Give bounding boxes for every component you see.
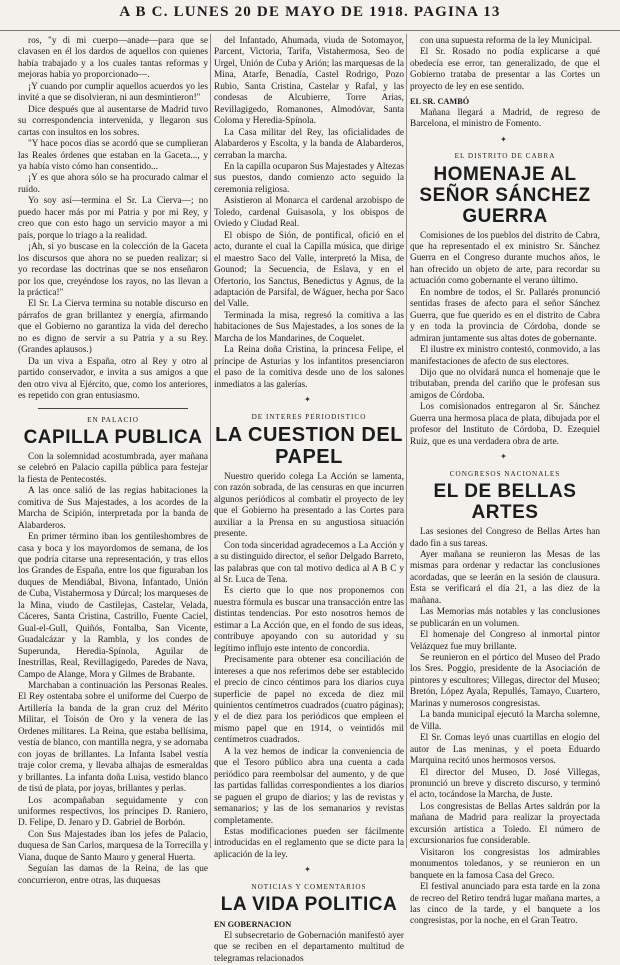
section-kicker: DE INTERES PERIODISTICO (251, 412, 367, 421)
paragraph: Con la solemnidad acostumbrada, ayer mañana se celebró en Palacio capilla pública para festejar la fiesta de Pentecostés. (18, 451, 208, 485)
paragraph: El Sr. Comas leyó unas cuartillas en elogio del autor de Las meninas, y el poeta Eduardo Marquina recitó unos hermosos versos. (410, 733, 600, 767)
paragraph: Con Sus Majestades iban los jefes de Palacio, duquesa de San Carlos, marquesa de la Torrecilla y Viana, duque de Santo Mauro y general Huerta. (18, 829, 208, 863)
paragraph: Asistieron al Monarca el cardenal arzobispo de Toledo, cardenal Guisasola, y los obispos de Oviedo y Ciudad Real. (214, 196, 404, 230)
paragraph: Con toda sinceridad agradecemos a La Acción y a su distinguido director, el señor Delgado Barreto, las palabras que con tal motivo dedica al A B C y al Sr. Luca de Tena. (214, 540, 404, 586)
paragraph: El Sr. La Cierva termina su notable discurso en párrafos de gran brillantez y energía, afirmando que el Gobierno no garantiza la vida del derecho no es digno de servir a su Patria y a su Rey. (Grandes aplausos.) (18, 299, 208, 356)
paragraph: Los comisionados entregaron al Sr. Sánchez Guerra una hermosa placa de plata, dibujada por el profesor del Instituto de Córdoba, D. Ezequiel Ruiz, que es una verdadera obra de arte. (410, 402, 600, 447)
paragraph: En primer término iban los gentileshombres de casa y boca y los mayordomos de semana, de los que podría citarse una representación, y tras ellos los Grandes de España, entre los que figuraban los duques de Mendiábal, Bivona, Infantado, Unión de Cuba, Vistahermosa y Dúrcal; los marqueses de la Mina, viudo de Castilejas, Castelar, Velada, Cáceres, Santa Cristina, Castrillo, Fuente Caciel, Gual-el-Gull, Quiñós, Fontalba, San Vicente, Guadalcázar y la Rambla, y los condes de Superunda, Heredia-Spínola, Aguilar de Inestrillas, Real, Revillagigedo, Paredes de Nava, Campo de Alange, Mora y Gilmes de Brabante. (18, 532, 208, 680)
subhead-gobernacion: EN GOBERNACION (214, 920, 292, 930)
paragraph: del Infantado, Ahumada, viuda de Sotomayor, Parcent, Victoria, Tarifa, Vistahermosa, Seo de Urgel, Unión de Cuba y Arión; las marquesas de la Mina, Atarfe, Benadía, Castel Rodrigo, Pozo Rubio, Santa Cristina, Castelar y Rafal, y las condesas de Alcubierre, Torre Arias, Revillagigedo, Romanones, Almodóvar, Santa Coloma y Heredia-Spínola. (214, 36, 404, 127)
paragraph: Terminada la misa, regresó la comitiva a las habitaciones de Sus Majestades, a los sones de la Marcha de los Mandarines, de Coquelet. (214, 310, 404, 344)
paragraph-group (410, 36, 600, 93)
paragraph: Nuestro querido colega La Acción se lamenta, con razón sobrada, de las censuras en que incurren algunos periódicos al combatir el proyecto de ley que el Gobierno ha presentado a las Cortes para auxiliar a la Prensa en su angustiosa situación presente. (214, 471, 404, 540)
paragraph: Seguían las damas de la Reina, de las que concurrieron, entre otras, las duquesas (18, 864, 208, 886)
paragraph: Estas modificaciones pueden ser fácilmente introducidas en el reglamento que se dicte para la aplicación de la ley. (214, 827, 404, 860)
paragraph: En nombre de todos, el Sr. Pallarés pronunció sentidas frases de afecto para el señor Sánchez Guerra, que fue querido es en el distrito de Cabra y en toda la provincia de Córdoba, donde se admiran juntamente sus altas dotes de gobernante. (410, 287, 600, 344)
paragraph: El homenaje del Congreso al inmortal pintor Velázquez fue muy brillante. (410, 630, 600, 652)
paragraph: El Sr. Rosado no podía explicarse a qué obedecía ese error, tan generalizado, de que el Gobierno trataba de presentar a las Cortes un proyecto de ley en ese sentido. (410, 47, 600, 92)
paragraph: Es cierto que lo que nos proponemos con nuestra fórmula es buscar una transacción entre las distintas tendencias. Por esto nosotros hemos de estimar a La Acción que, en el fondo de sus ideas, contribuye apoyando con su autoridad y su legítimo influjo este intento de concordia. (214, 586, 404, 654)
paragraph: Dijo que no olvidará nunca el homenaje que le tributaban, prenda del cariño que le profesan sus amigos de Córdoba. (410, 367, 600, 401)
paragraph: Yo soy así—termina el Sr. La Cierva—; no puedo hacer más por mi Patria y por mi Rey, y creo que con esto hago un servicio mayor a mi país, porque lo triago a la realidad. (18, 196, 208, 241)
paragraph: El festival anunciado para esta tarde en la zona de recreo del Retiro tendrá lugar mañana martes, a las cinco de la tarde, y el banquete a los congresistas, por la noche, en el Gran Teatro. (410, 882, 600, 927)
ornament-divider: ✦ (304, 865, 314, 875)
column-1 (18, 36, 208, 886)
article-capilla-publica (18, 452, 208, 887)
column-3 (410, 36, 600, 927)
section-kicker: CONGRESOS NACIONALES (449, 469, 561, 478)
paragraph: El subsecretario de Gobernación manifestó ayer que se reciben en el departamento multitud de telegramas relacionados (214, 930, 404, 964)
paragraph: En la capilla ocuparon Sus Majestades y Altezas sus puestos, dando comienzo acto seguido la ceremonia religiosa. (214, 161, 404, 195)
paragraph: La banda municipal ejecutó la Marcha solemne, de Villa. (410, 710, 600, 732)
paragraph: Mañana llegará a Madrid, de regreso de Barcelona, el ministro de Fomento. (410, 107, 600, 130)
paragraph-group (214, 472, 404, 861)
column-rule-1 (210, 34, 211, 848)
section-kicker: EN PALACIO (87, 415, 139, 424)
paragraph: "Y hace pocos días se acordó que se cumplieran las Reales órdenes que estaban en la Gaceta..., y ya había visto cómo han consentido... (18, 139, 208, 172)
page-header (0, 4, 620, 31)
headline-homenaje: HOMENAJE AL SEÑOR SÁNCHEZ GUERRA (419, 163, 591, 227)
paragraph: La Casa militar del Rey, las oficialidades de Alabarderos y Escolta, y la banda de Alabarderos, cerraban la marcha. (214, 127, 404, 161)
separator (38, 408, 188, 409)
paragraph: El director del Museo, D. José Villegas, pronunció un breve y discreto discurso, y terminó el acto, tocándose la Marcha, de Juste. (410, 767, 600, 801)
ornament-divider: ✦ (304, 395, 314, 405)
paragraph: ¡Ah, si yo buscase en la colección de la Gaceta los discursos que ahora no se pueden realizar; si yo recordase las doctrinas que se nos enseñaron por los que, creyéndose los rayos, no las llevan a la práctica!" (18, 242, 208, 298)
paragraph: con una supuesta reforma de la ley Municipal. (420, 36, 592, 46)
paragraph: La Reina doña Cristina, la princesa Felipe, el príncipe de Asturias y los infantitos presenciaron el paso de la comitiva desde uno de los salones inmediatos a las galerías. (214, 345, 404, 390)
paragraph-group (214, 931, 404, 965)
column-rule-2 (406, 34, 407, 848)
paragraph: El ilustre ex ministro contestó, conmovido, a las manifestaciones de afecto de sus electores. (410, 345, 600, 367)
paragraph-group (214, 36, 404, 391)
paragraph: Las sesiones del Congreso de Bellas Artes han dado fin a sus tareas. (410, 527, 600, 549)
section-kicker: EL DISTRITO DE CABRA (454, 152, 556, 161)
ornament-divider: ✦ (500, 452, 510, 462)
header-text: A B C. LUNES 20 DE MAYO DE 1918. PAGINA 13 (119, 4, 501, 20)
paragraph: A la vez hemos de indicar la conveniencia de que el Tesoro público abra una cuenta a cada periódico para reembolsar del aumento, y de que las partidas fallidas correspondientes a los diarios se paguen el grupo de diarios; y las de revistas y semanarios; y las de los semanarios y revistas completamente. (214, 746, 404, 826)
paragraph: Se reunieron en el pórtico del Museo del Prado los Sres. Poggio, presidente de la Asociación de pintores y escultores; Villegas, director del Museo; Bretón, López Ayala, Repullés, Tamayo, Cuartero, Marinas y numerosos congresistas. (410, 653, 600, 709)
paragraph: Comisiones de los pueblos del distrito de Cabra, que ha representado el ex ministro Sr. Sánchez Guerra en el Congreso durante muchos años, le han ofrecido un objeto de arte, para recordar su actuación como gobernante el verano último. (410, 230, 600, 287)
paragraph-group (410, 527, 600, 928)
paragraph: Marchaban a continuación las Personas Reales. El Rey ostentaba sobre el uniforme del Cuerpo de Artillería la banda de la gran cruz del Mérito Militar, el Toisón de Oro y la venera de las Ordenes militares. La Reina, que estaba bellísima, vestía de blanco, con mantilla negra, y se adornaba con joyas de brillantes. La Infanta Isabel vestía traje color crema, y llevaba alhajas de esmeraldas y brillantes. La infanta doña Luisa, vestido blanco de tisú de plata, por joyas, brillantes y perlas. (18, 681, 208, 795)
paragraph: Da un viva a España, otro al Rey y otro al partido conservador, e invita a sus amigos a que den otro viva al Ejército, que, como los anteriores, es repetido con gran entusiasmo. (18, 356, 208, 402)
paragraph: Los congresistas de Bellas Artes saldrán por la mañana de Madrid para realizar la proyectada excursión artística a Toledo. El número de excursionarios fue considerable. (410, 801, 600, 847)
paragraph: Visitaron los congresistas los admirables monumentos toledanos, y se reunieron en un banquete en la famosa Casa del Greco. (410, 847, 600, 881)
ornament-divider: ✦ (500, 134, 510, 144)
paragraph: Las Memorias más notables y las conclusiones se publicarán en un volumen. (410, 607, 600, 629)
headline-capilla-publica: CAPILLA PUBLICA (23, 426, 203, 448)
paragraph: Ayer mañana se reunieron las Mesas de las mismas para ordenar y redactar las conclusiones acordadas, que se leerán en la sesión de clausura. Esta se verificará el día 21, a las diez de la mañana. (410, 549, 600, 606)
paragraph: Precisamente para obtener esa conciliación de intereses a que nos referimos debe ser establecido el precio de cinco céntimos para los diarios cuya superficie de papel no exceda de diez mil quinientos centímetros cuadrados (cuatro páginas); y el de diez para los periódicos que empleen el mismo papel que en 1914, o veintidós mil centímetros cuadrados. (214, 655, 404, 746)
column-2 (214, 36, 404, 964)
article-la-cierva (18, 36, 208, 403)
paragraph: ¡Y cuando por cumplir aquellos acuerdos yo les invité a que se disolvieran, ni aun desmintieron!" (18, 81, 208, 104)
paragraph-group (410, 231, 600, 449)
headline-cuestion-papel: LA CUESTION DEL PAPEL (215, 423, 403, 468)
section-kicker: NOTICIAS Y COMENTARIOS (251, 882, 367, 891)
headline-bellas-artes: EL DE BELLAS ARTES (433, 481, 577, 524)
paragraph-group (410, 108, 600, 131)
paragraph: El obispo de Sión, de pontifical, ofició en el acto, durante el cual la Capilla música, que dirige el maestro Saco del Valle, interpretó la Misa, de Gounod; la Secuencia, de Eslava, y en el Ofertorio, los Sanctus, Benedictus y Agnus, de la adaptación de Parsifal, de Wáguer, hecha por Saco del Valle. (214, 230, 404, 310)
paragraph-group (18, 452, 208, 887)
paragraph-group (18, 36, 208, 403)
headline-vida-politica: LA VIDA POLITICA (220, 894, 398, 916)
paragraph: Los acompañaban seguidamente y con uniformes respectivos, los príncipes D. Raniero, D. Felipe, D. Jenaro y D. Gabriel de Borbón. (18, 795, 208, 829)
subhead-cambo: EL SR. CAMBÓ (410, 97, 470, 107)
paragraph: A las once salió de las regias habitaciones la comitiva de Sus Majestades, a los acordes de la Marcha de Scipión, interpretada por la banda de Alabarderos. (18, 486, 208, 531)
paragraph: ¡Y es que ahora sólo se ha procurado calmar el ruido. (18, 173, 208, 195)
paragraph: Dice después que al ausentarse de Madrid tuvo su correspondencia intervenida, y llegaron sus cartas con insultos en los sobres. (18, 104, 208, 138)
paragraph: ros, "y di mi cuerpo—anade—para que se clavasen en él los dardos de aquellos con quienes había trabajado y a los cuales tantas reformas y mejoras había yo proporcionado—. (18, 36, 208, 81)
